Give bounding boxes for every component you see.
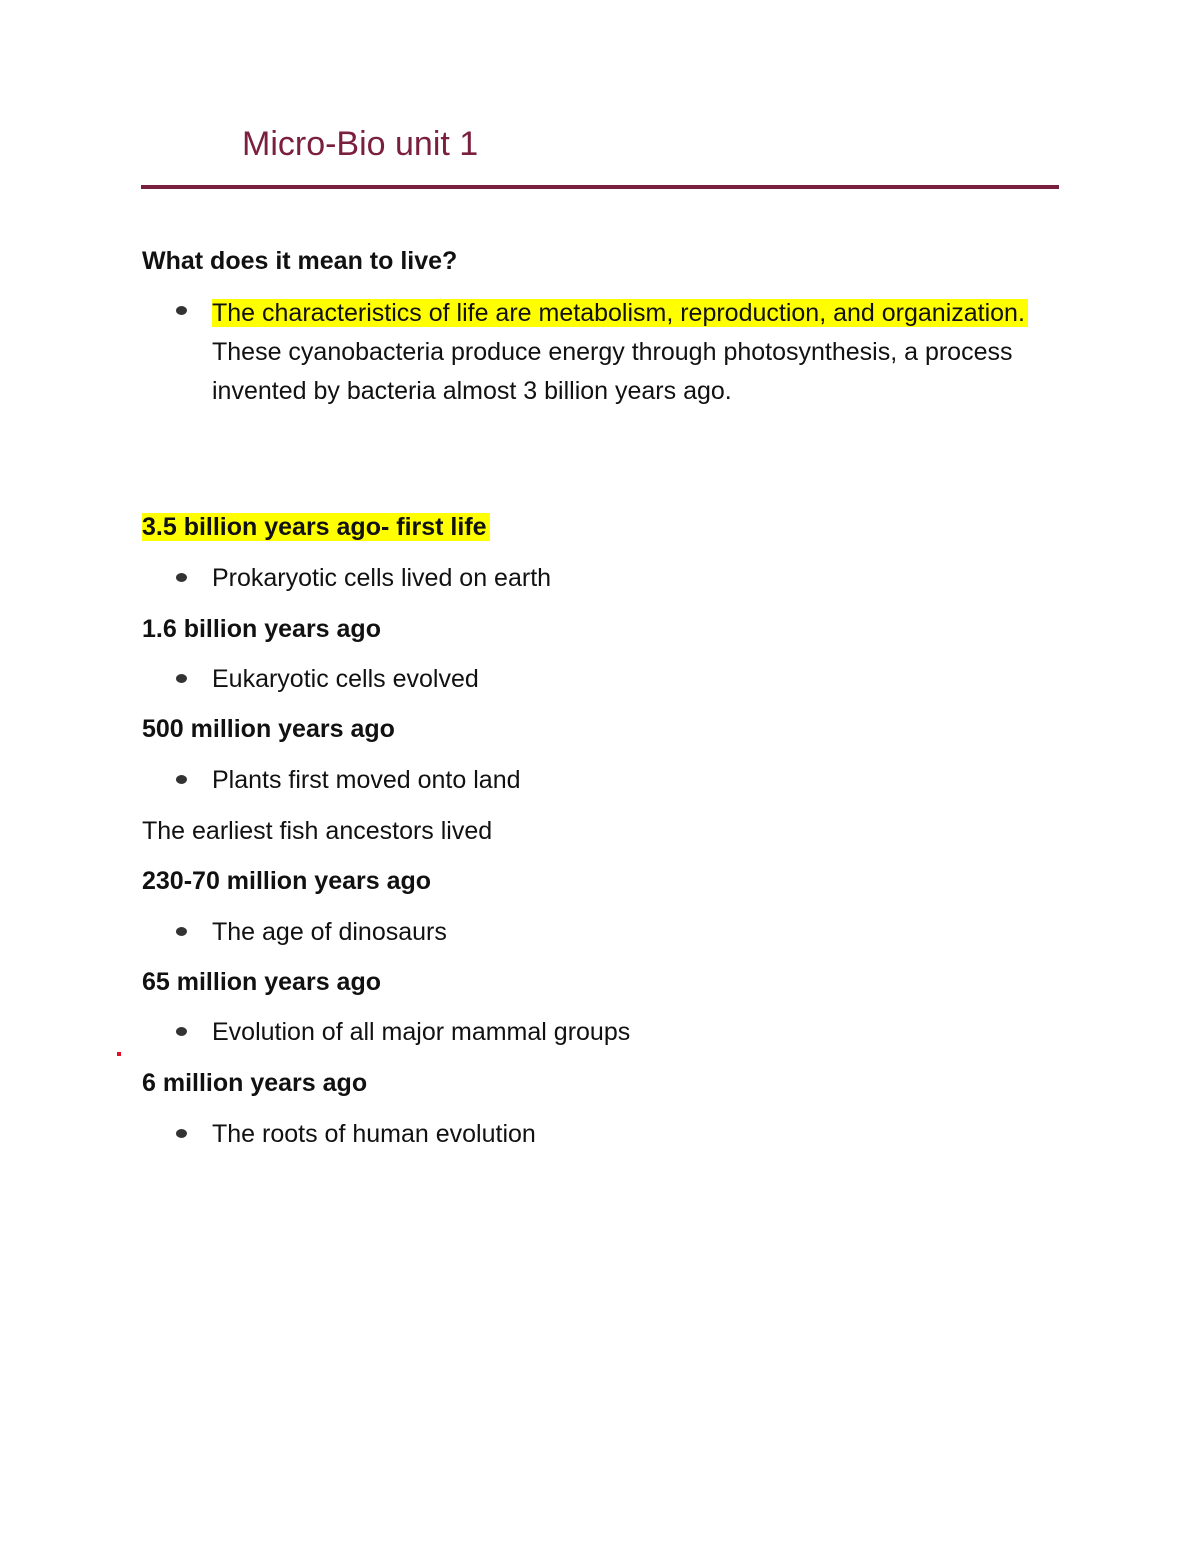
question-heading: What does it mean to live? [142,247,458,275]
definition-continuation: These cyanobacteria produce energy through photosynthesis, a process invented by bacteria almost 3 billion years ago. [212,338,1013,405]
timeline-bullet-dinosaurs: The age of dinosaurs [212,918,447,946]
timeline-bullet-humans: The roots of human evolution [212,1120,536,1148]
timeline-bullet-plants: Plants first moved onto land [212,766,521,794]
timeline-bullet-prokaryotes: Prokaryotic cells lived on earth [212,564,552,592]
bullet-dot [176,1027,187,1036]
timeline-note-fish: The earliest fish ancestors lived [142,817,493,845]
timeline-heading-eukaryotes: 1.6 billion years ago [142,615,381,643]
timeline-bullet-mammals: Evolution of all major mammal groups [212,1018,631,1046]
bullet-dot [176,306,187,315]
definition-paragraph [212,294,1042,411]
bullet-dot [176,927,187,936]
revision-mark [117,1052,121,1056]
timeline-heading-dinosaurs: 230-70 million years ago [142,867,432,895]
bullet-dot [176,573,187,582]
timeline-bullet-eukaryotes: Eukaryotic cells evolved [212,665,479,693]
timeline-heading-mammals: 65 million years ago [142,968,381,996]
timeline-heading-first-life: 3.5 billion years ago- first life [142,510,490,544]
bullet-dot [176,674,187,683]
document-title: Micro-Bio unit 1 [242,125,479,163]
timeline-heading-humans: 6 million years ago [142,1069,368,1097]
title-underline [141,185,1059,189]
bullet-dot [176,1129,187,1138]
highlighted-definition: The characteristics of life are metabolism, reproduction, and organization. [212,299,1028,327]
timeline-heading-plants: 500 million years ago [142,715,395,743]
bullet-dot [176,775,187,784]
